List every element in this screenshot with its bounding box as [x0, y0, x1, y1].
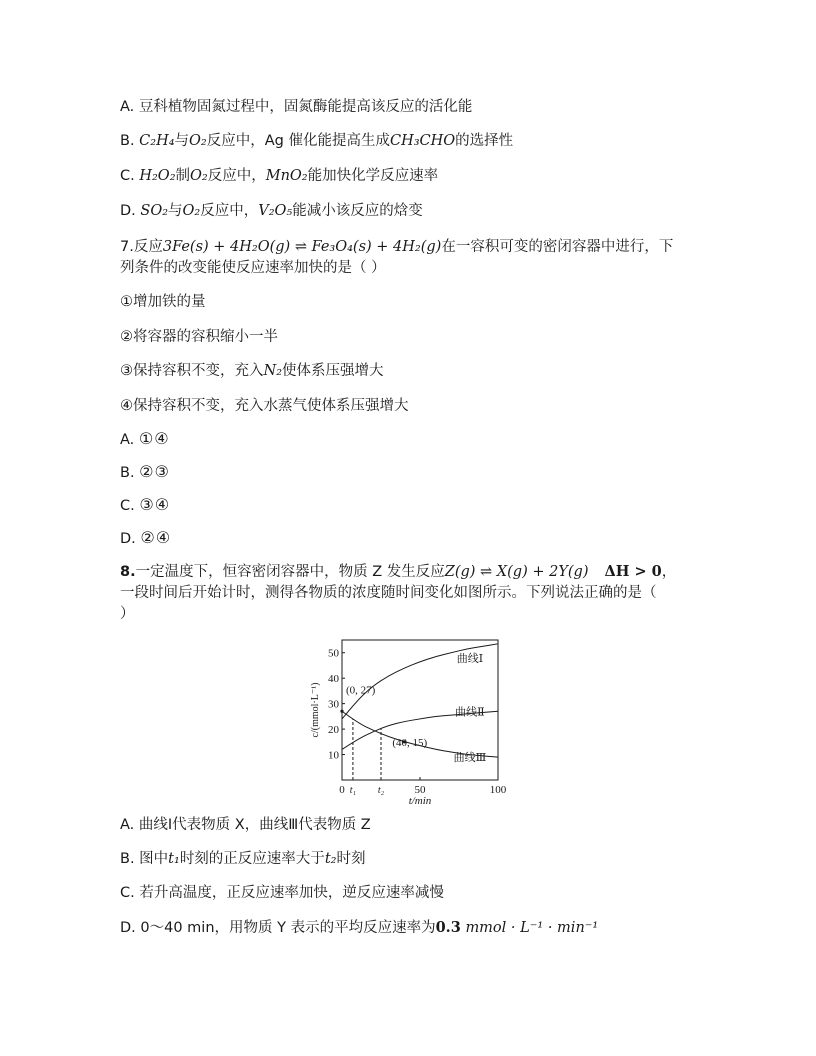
option-text: 反应中，Ag 催化能提高生成 [206, 133, 390, 149]
y-tick-label: 50 [328, 647, 339, 660]
q7-condition-4: ④保持容积不变，充入水蒸气使体系压强增大 [120, 398, 409, 414]
option-label: A. [120, 432, 139, 448]
option-label: C. [120, 498, 140, 514]
formula: O₂ [182, 203, 201, 219]
q6-option-b [120, 131, 513, 151]
formula: O₂ [190, 168, 208, 184]
formula: O₂ [189, 133, 207, 149]
q7-option-d[interactable] [120, 528, 171, 549]
y-tick-label: 20 [328, 724, 339, 737]
q7-condition-3 [120, 361, 384, 381]
question-number: 8. [120, 564, 136, 580]
option-text: D. 0～40 min，用物质 Y 表示的平均反应速率为 [120, 920, 436, 936]
enthalpy-change: ΔH > 0 [604, 563, 662, 580]
rate-value: 0.3 [435, 919, 461, 936]
marker-label: t₂ [377, 785, 385, 796]
q8-option-b[interactable] [120, 849, 365, 869]
q7-condition-2: ②将容器的容积缩小一半 [120, 329, 278, 345]
time-symbol: t₂ [324, 851, 337, 867]
option-text: 制 [175, 168, 191, 184]
y-axis-label: c/(mmol·L⁻¹) [310, 682, 321, 738]
marker-label: t₁ [349, 785, 357, 796]
x-axis-label: t/min [408, 795, 432, 804]
option-text: 时刻的正反应速率大于 [179, 851, 325, 867]
q6-option-c [120, 166, 438, 186]
q8-stem-line2: 一段时间后开始计时，测得各物质的浓度随时间变化如图所示。下列说法正确的是（ [120, 585, 657, 601]
option-label: B. [120, 133, 140, 149]
series-label-3: 曲线Ⅲ [453, 752, 487, 765]
q7-stem-line2: 列条件的改变能使反应速率加快的是（ ） [120, 260, 386, 276]
option-text: 能减小该反应的焓变 [292, 203, 423, 219]
formula: MnO₂ [265, 168, 308, 184]
formula: C₂H₄ [139, 133, 175, 149]
q7-condition-1: ①增加铁的量 [120, 294, 206, 310]
series-label-1: 曲线Ⅰ [456, 652, 484, 665]
q8-option-c[interactable]: C. 若升高温度，正反应速率加快，逆反应速率减慢 [120, 885, 444, 901]
x-tick-label: 100 [489, 784, 507, 796]
option-value: ①④ [138, 429, 170, 448]
reaction-equation: Z(g) ⇌ X(g) + 2Y(g) [444, 564, 589, 580]
stem-text: 一定温度下，恒容密闭容器中，物质 Z 发生反应 [135, 564, 445, 580]
q8-option-d[interactable] [120, 918, 598, 938]
option-text: B. 图中 [120, 851, 169, 867]
x-tick-label: 50 [414, 784, 426, 796]
y-tick-label: 40 [328, 673, 339, 686]
formula: H₂O₂ [139, 168, 176, 184]
formula: V₂O₅ [258, 203, 293, 219]
option-label: D. [120, 531, 141, 547]
option-text: 反应中， [207, 168, 266, 184]
annotation-label: (40, 15) [392, 736, 428, 749]
q7-option-c[interactable] [120, 495, 170, 516]
time-symbol: t₁ [168, 851, 180, 867]
option-text: 时刻 [336, 851, 366, 867]
option-value: ②④ [140, 528, 172, 547]
condition-text: 使体系压强增大 [282, 363, 384, 379]
chart-labels [310, 648, 507, 804]
reaction-equation: 3Fe(s) + 4H₂O(g) ⇌ Fe₃O₄(s) + 4H₂(g) [162, 239, 442, 255]
option-label: D. [120, 203, 141, 219]
concentration-time-chart [308, 634, 508, 804]
option-text: 的选择性 [455, 133, 514, 149]
annotation-label: (0, 27) [346, 684, 376, 697]
formula: CH₃CHO [389, 133, 456, 149]
option-value: ③④ [139, 495, 171, 514]
q6-option-d [120, 201, 423, 221]
formula: SO₂ [140, 203, 169, 219]
y-tick-label: 30 [328, 698, 339, 711]
formula: N₂ [263, 363, 283, 379]
q8-option-a[interactable]: A. 曲线Ⅰ代表物质 X，曲线Ⅲ代表物质 Z [120, 817, 371, 833]
option-text: 反应中， [200, 203, 259, 219]
annotation-point [340, 710, 343, 713]
option-label: B. [120, 465, 140, 481]
q8-stem-line1 [120, 562, 676, 582]
stem-text: ， [661, 564, 677, 580]
question-number: 7.反应 [120, 239, 163, 255]
condition-text: ③保持容积不变，充入 [120, 363, 264, 379]
y-tick-label: 10 [328, 749, 339, 762]
rate-unit: mmol · L⁻¹ · min⁻¹ [465, 920, 599, 936]
option-value: ②③ [139, 462, 170, 481]
option-text: 与 [174, 133, 190, 149]
q6-option-a: A. 豆科植物固氮过程中，固氮酶能提高该反应的活化能 [120, 99, 473, 115]
q7-option-b[interactable] [120, 462, 170, 483]
q8-stem-line3: ） [120, 606, 135, 622]
series-label-2: 曲线Ⅱ [455, 706, 485, 719]
q7-option-a[interactable] [120, 429, 170, 450]
x-tick-label: 0 [339, 784, 345, 796]
option-text: 能加快化学反应速率 [307, 168, 439, 184]
option-text: 与 [168, 203, 183, 219]
stem-text: 在一容积可变的密闭容器中进行，下 [441, 239, 674, 255]
option-label: C. [120, 168, 140, 184]
q7-stem-line1 [120, 237, 673, 257]
